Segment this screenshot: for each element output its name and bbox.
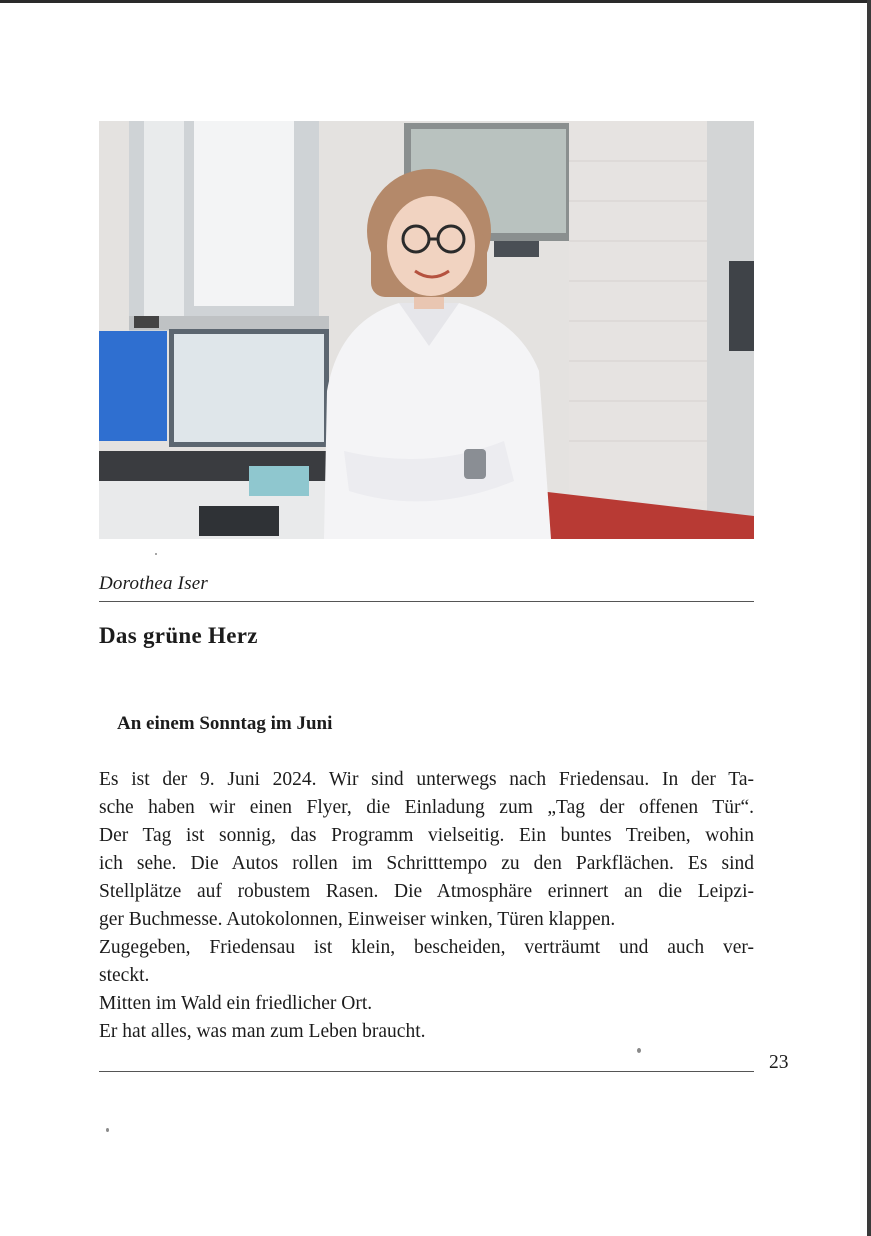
article-title: Das grüne Herz: [99, 623, 258, 648]
body-line: Der Tag ist sonnig, das Programm vielseitig. Ein buntes Treiben, wohin: [99, 825, 754, 846]
body-line: Es ist der 9. Juni 2024. Wir sind unterwegs nach Friedensau. In der Ta-: [99, 769, 754, 790]
body-line: Zugegeben, Friedensau ist klein, bescheiden, verträumt und auch ver-: [99, 937, 754, 958]
body-line: steckt.: [99, 965, 150, 986]
author-portrait-photo: [99, 121, 754, 539]
body-line: Stellplätze auf robustem Rasen. Die Atmosphäre erinnert an die Leipzi-: [99, 881, 754, 902]
scan-speck: [106, 1128, 109, 1132]
body-line: ger Buchmesse. Autokolonnen, Einweiser winken, Türen klappen.: [99, 909, 616, 930]
section-heading: An einem Sonntag im Juni: [117, 713, 333, 734]
body-text: [99, 766, 754, 1046]
scan-speck: [637, 1048, 641, 1053]
footer-divider: [99, 1071, 754, 1072]
body-line: ich sehe. Die Autos rollen im Schritttempo zu den Parkflächen. Es sind: [99, 853, 754, 874]
scan-speck: [155, 553, 157, 555]
body-line: Mitten im Wald ein friedlicher Ort.: [99, 993, 373, 1014]
page-number: 23: [769, 1052, 789, 1073]
body-line: sche haben wir einen Flyer, die Einladung zum „Tag der offenen Tür“.: [99, 797, 754, 818]
body-line: Er hat alles, was man zum Leben braucht.: [99, 1021, 426, 1042]
scan-edge-right: [867, 0, 871, 1236]
author-name: Dorothea Iser: [99, 573, 209, 594]
author-divider: [99, 601, 754, 602]
scan-edge-top: [0, 0, 871, 3]
